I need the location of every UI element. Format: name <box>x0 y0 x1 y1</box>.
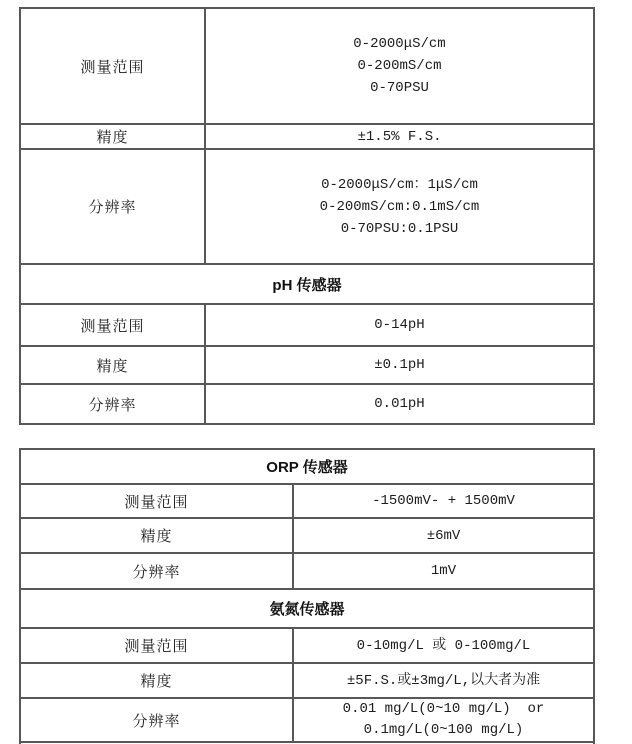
spec-label <box>20 484 293 518</box>
spec-value <box>293 518 594 553</box>
label-text: 分辨率 <box>132 713 181 730</box>
spec-label <box>20 384 205 424</box>
label-text: 分辨率 <box>132 564 181 581</box>
value-line: 0.1mg/L(0~100 mg/L) <box>363 722 524 738</box>
value-line: ±1.5% F.S. <box>357 128 442 145</box>
value-line: 0.01 mg/L(0~10 mg/L) or <box>342 701 545 717</box>
spec-value <box>293 484 594 518</box>
label-text: 精度 <box>96 358 129 375</box>
row-orp-accuracy <box>20 518 594 553</box>
row-ammonia-section-header <box>20 589 594 628</box>
label-text: 分辨率 <box>88 397 137 414</box>
spec-value <box>205 149 594 264</box>
row-conductivity-resolution <box>20 149 594 264</box>
row-orp-range <box>20 484 594 518</box>
value-line: 0-14pH <box>374 317 425 333</box>
spec-value <box>205 384 594 424</box>
value-line: 0-70PSU <box>370 80 429 96</box>
value-line: ±6mV <box>426 527 461 544</box>
label-text: 精度 <box>140 674 173 690</box>
spec-label <box>20 518 293 553</box>
label-text: 测量范围 <box>124 494 189 511</box>
spec-label <box>20 698 293 742</box>
label-text: 分辨率 <box>88 200 137 216</box>
value-line: 0-200mS/cm <box>357 58 442 74</box>
spec-value <box>293 628 594 663</box>
spec-table-orp-ammonia <box>19 448 595 744</box>
label-text: 测量范围 <box>80 59 145 76</box>
value-line: 0.01pH <box>374 396 425 412</box>
row-orp-resolution <box>20 553 594 589</box>
spec-value <box>293 698 594 742</box>
spec-value <box>205 124 594 149</box>
label-text: 测量范围 <box>124 639 189 655</box>
value-line: 0-70PSU:0.1PSU <box>340 220 459 237</box>
spec-label <box>20 149 205 264</box>
label-text: 精度 <box>96 130 129 146</box>
spec-value <box>293 663 594 698</box>
spec-value <box>205 304 594 346</box>
value-line: 0-2000μS/cm <box>353 36 446 52</box>
section-title-orp: ORP 传感器 <box>20 449 594 484</box>
row-ammonia-accuracy <box>20 663 594 698</box>
value-line: 0-10mg/L 或 0-100mg/L <box>356 637 531 654</box>
spec-value <box>205 8 594 124</box>
spec-table-conductivity-ph <box>19 7 595 425</box>
row-conductivity-accuracy <box>20 124 594 149</box>
row-ph-accuracy <box>20 346 594 384</box>
spec-label <box>20 346 205 384</box>
section-title-ammonia: 氨氮传感器 <box>20 589 594 628</box>
row-ph-resolution <box>20 384 594 424</box>
spec-label <box>20 628 293 663</box>
spec-value <box>293 553 594 589</box>
value-line: 1mV <box>430 563 457 579</box>
spec-value <box>205 346 594 384</box>
row-ammonia-range <box>20 628 594 663</box>
row-ammonia-resolution <box>20 698 594 742</box>
value-line: ±5F.S.或±3mg/L,以大者为准 <box>346 672 541 689</box>
spec-label <box>20 553 293 589</box>
spec-label <box>20 124 205 149</box>
value-line: 0-2000μS/cm：1μS/cm <box>321 176 478 193</box>
row-orp-section-header <box>20 449 594 484</box>
row-conductivity-range <box>20 8 594 124</box>
spec-label <box>20 663 293 698</box>
value-line: ±0.1pH <box>374 357 425 373</box>
row-ph-section-header <box>20 264 594 304</box>
value-line: 0-200mS/cm:0.1mS/cm <box>319 198 480 215</box>
label-text: 测量范围 <box>80 318 145 335</box>
row-ph-range <box>20 304 594 346</box>
section-title-ph: pH 传感器 <box>20 264 594 304</box>
label-text: 精度 <box>140 529 173 545</box>
spec-label <box>20 8 205 124</box>
value-line: -1500mV- + 1500mV <box>372 493 515 509</box>
spec-label <box>20 304 205 346</box>
